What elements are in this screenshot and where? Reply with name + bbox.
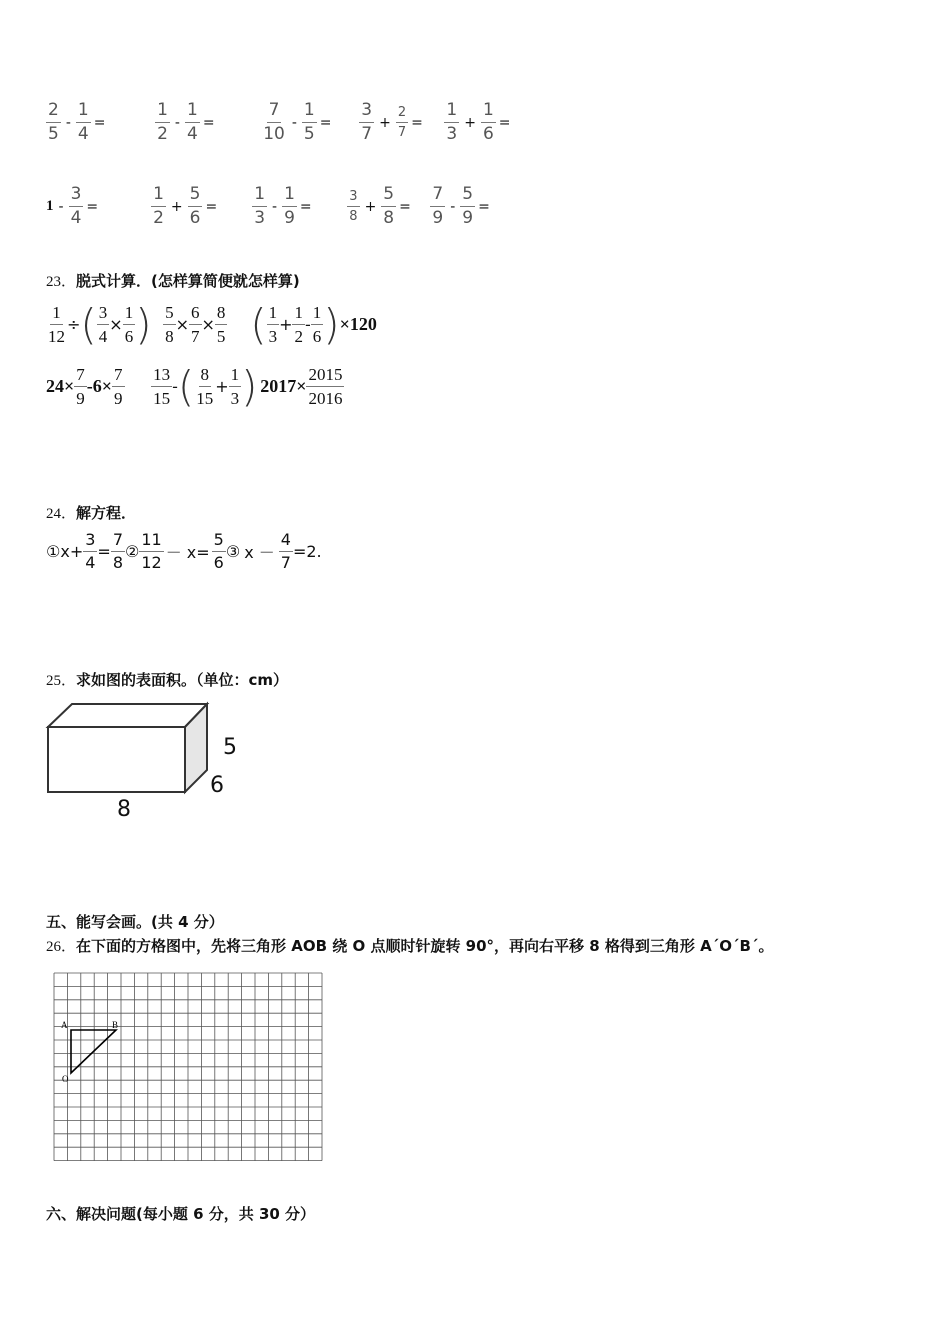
drill-item: $\frac{1}{3}$ - $\frac{1}{9}$ = xyxy=(254,184,312,228)
q23-expression-4: 24× $\frac{7}{9}$ -6× $\frac{7}{9}$ xyxy=(46,365,123,408)
cuboid-length-label: 8 xyxy=(117,797,131,822)
point-label-b: B xyxy=(112,1020,119,1030)
q23-expression-6: 2017× $\frac{2015}{2016}$ xyxy=(260,365,343,408)
q23-heading: 23．脱式计算．(怎样算简便就怎样算) xyxy=(46,272,300,290)
cuboid-height-label: 5 xyxy=(223,735,237,760)
drill-item: $\frac{1}{2}$ + $\frac{5}{6}$ = xyxy=(153,184,218,228)
section-6-heading: 六、解决问题(每小题 6 分，共 30 分） xyxy=(46,1205,316,1223)
q23-expression-2: $\frac{5}{8}$ × $\frac{6}{7}$ × $\frac{8}{5}$ xyxy=(165,303,226,346)
drill-item: $\frac{1}{2}$ - $\frac{1}{4}$ = xyxy=(157,100,215,144)
fraction-drill-row-1 xyxy=(46,102,511,143)
q23-expression-3: ( $\frac{1}{3}$ + $\frac{1}{2}$ - $\frac{1}{6}$ )×120 xyxy=(250,300,377,349)
drill-item: $\frac{3}{8}$ + $\frac{5}{8}$ = xyxy=(349,184,411,228)
section-5-heading: 五、能写会画。(共 4 分） xyxy=(46,913,224,931)
q24-heading: 24．解方程． xyxy=(46,504,137,522)
drill-item: 1 - $\frac{3}{4}$ = xyxy=(46,184,99,228)
cuboid-figure xyxy=(40,700,260,830)
q23-expressions-row-1 xyxy=(46,300,377,349)
cuboid-front-face xyxy=(48,727,185,792)
q23-expression-1: $\frac{1}{12}$ ÷( $\frac{3}{4}$ × $\frac{1}{6}$ ) xyxy=(48,300,152,349)
q25-heading: 25．求如图的表面积。（单位：cm） xyxy=(46,671,289,689)
q23-expression-5: $\frac{13}{15}$ -( $\frac{8}{15}$ + $\frac{1}{3}$ ) xyxy=(153,362,258,411)
fraction-drill-row-2 xyxy=(46,186,490,227)
square-grid xyxy=(44,965,334,1165)
drill-item: $\frac{3}{7}$ + $\frac{2}{7}$ = xyxy=(361,100,423,144)
cuboid-top-face xyxy=(48,704,207,727)
grid-lines xyxy=(54,973,322,1161)
q26-heading: 26．在下面的方格图中，先将三角形 AOB 绕 O 点顺时针旋转 90°，再向右平移 8 格得到三角形 A´O´B´。 xyxy=(46,937,774,955)
cuboid-width-label: 6 xyxy=(210,773,224,798)
drill-item: $\frac{2}{5}$ - $\frac{1}{4}$ = xyxy=(48,100,106,144)
q24-equations: ①x+ $\frac{3}{4}$ = $\frac{7}{8}$ ② $\frac{11}{12}$ － x= $\frac{5}{6}$ ③ x － $\frac{4}{7}$ =2. xyxy=(46,530,322,572)
point-label-a: A xyxy=(61,1020,68,1030)
drill-item: $\frac{7}{9}$ - $\frac{5}{9}$ = xyxy=(432,184,490,228)
q23-expressions-row-2 xyxy=(46,362,344,411)
point-label-o: O xyxy=(62,1074,69,1084)
drill-item: $\frac{1}{3}$ + $\frac{1}{6}$ = xyxy=(446,100,511,144)
drill-item: $\frac{7}{10}$ - $\frac{1}{5}$ = xyxy=(263,100,332,144)
